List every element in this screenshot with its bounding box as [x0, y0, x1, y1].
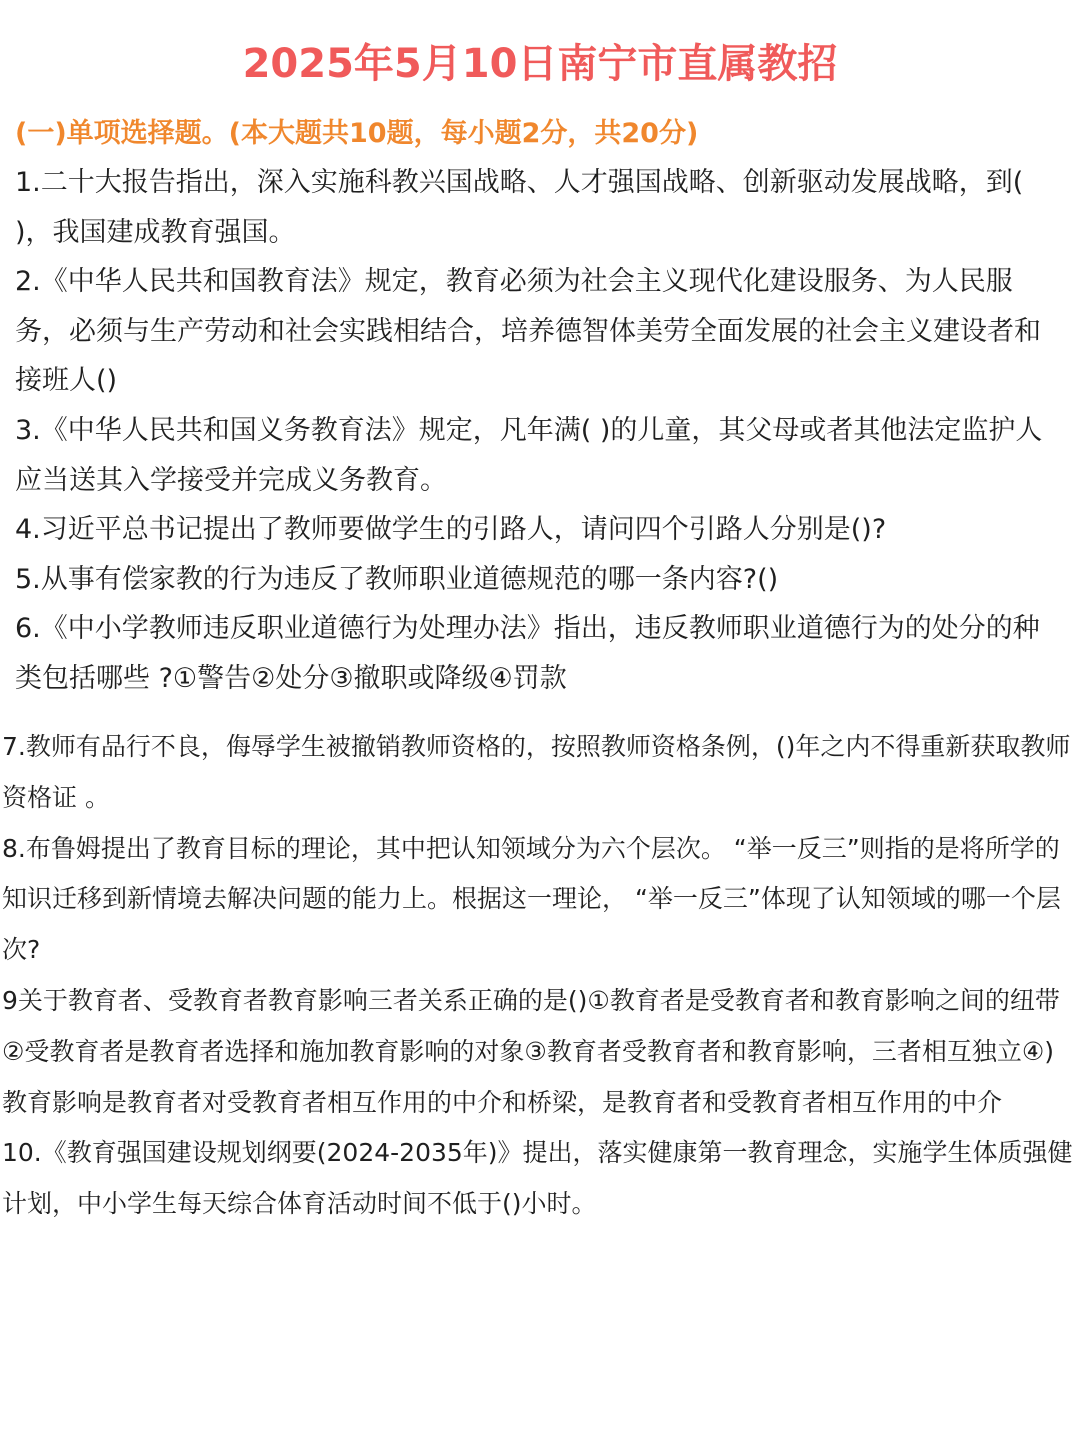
question-10: 10.《教育强国建设规划纲要(2024-2035年)》提出，落实健康第一教育理念，实施学生体质强健计划，中小学生每天综合体育活动时间不低于()小时。 — [2, 1138, 1073, 1219]
question-list-part1 — [15, 158, 1065, 704]
question-7: 7.教师有品行不良，侮辱学生被撤销教师资格的，按照教师资格条例，()年之内不得重新获取教师资格证 。 — [2, 732, 1071, 812]
question-5: 5.从事有偿家教的行为违反了教师职业道德规范的哪一条内容?() — [15, 563, 779, 595]
page-title: 2025年5月10日南宁市直属教招 — [242, 41, 838, 87]
question-list-part2 — [2, 722, 1076, 1230]
question-2: 2.《中华人民共和国教育法》规定，教育必须为社会主义现代化建设服务、为人民服务，必须与生产劳动和社会实践相结合，培养德智体美劳全面发展的社会主义建设者和接班人() — [15, 266, 1041, 397]
question-3: 3.《中华人民共和国义务教育法》规定，凡年满( )的儿童，其父母或者其他法定监护人应当送其入学接受并完成义务教育。 — [15, 414, 1043, 496]
question-4: 4.习近平总书记提出了教师要做学生的引路人，请问四个引路人分别是()? — [15, 514, 887, 546]
question-9: 9关于教育者、受教育者教育影响三者关系正确的是()①教育者是受教育者和教育影响之间的纽带②受教育者是教育者选择和施加教育影响的对象③教育者受教育者和教育影响，三者相互独立④)教育影响是教育者对受教育者相互作用的中介和桥梁，是教育者和受教育者相互作用的中介 — [2, 985, 1060, 1117]
question-8: 8.布鲁姆提出了教育目标的理论，其中把认知领域分为六个层次。 “举一反三”则指的是将所学的知识迁移到新情境去解决问题的能力上。根据这一理论， “举一反三”体现了认知领域的哪一个层次? — [2, 833, 1061, 965]
section-heading: (一)单项选择题。(本大题共10题，每小题2分，共20分) — [15, 118, 699, 149]
question-1: 1.二十大报告指出，深入实施科教兴国战略、人才强国战略、创新驱动发展战略，到( )，我国建成教育强国。 — [15, 167, 1024, 248]
question-6: 6.《中小学教师违反职业道德行为处理办法》指出，违反教师职业道德行为的处分的种类包括哪些 ?①警告②处分③撤职或降级④罚款 — [15, 613, 1040, 694]
